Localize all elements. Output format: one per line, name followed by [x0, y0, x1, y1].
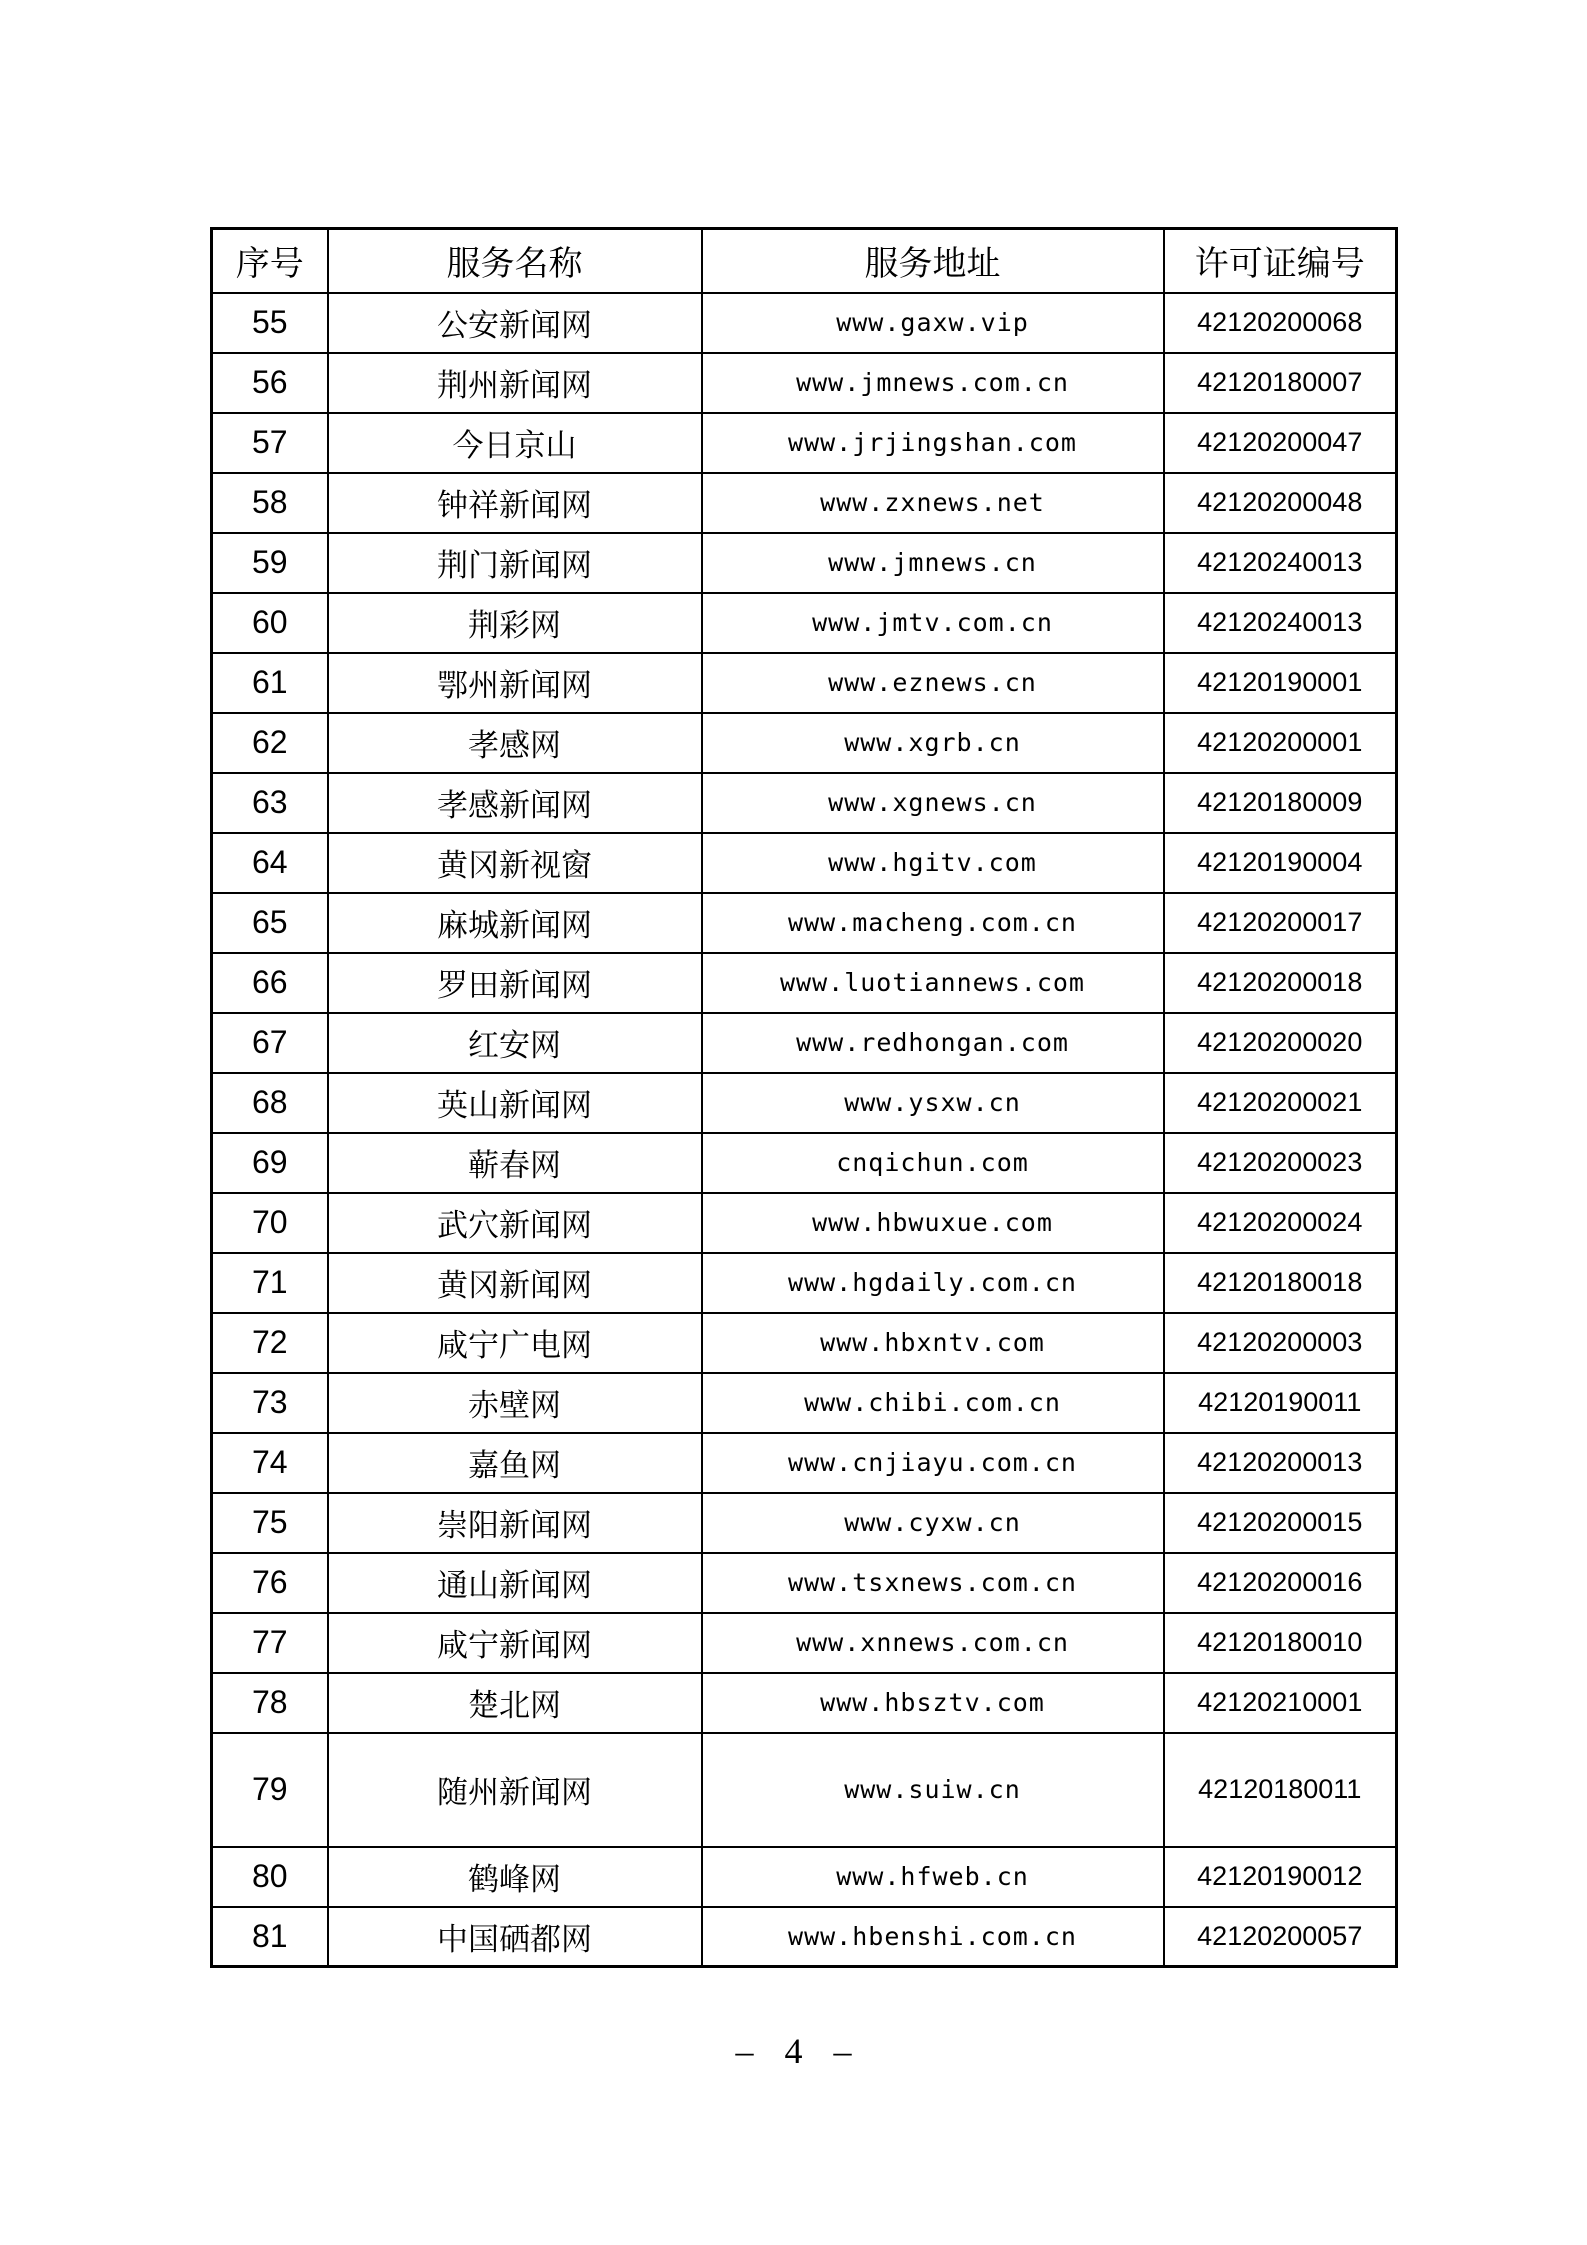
column-header-license: 许可证编号	[1164, 229, 1397, 293]
service-name-cell: 通山新闻网	[328, 1553, 702, 1613]
table-row	[212, 713, 1397, 773]
column-header-name: 服务名称	[328, 229, 702, 293]
table-row	[212, 1373, 1397, 1433]
license-table	[210, 227, 1398, 1968]
license-table-container	[210, 227, 1395, 1968]
serial-cell: 76	[212, 1553, 328, 1613]
serial-cell: 59	[212, 533, 328, 593]
service-name-cell: 钟祥新闻网	[328, 473, 702, 533]
service-name-cell: 黄冈新视窗	[328, 833, 702, 893]
table-row	[212, 1907, 1397, 1967]
table-row	[212, 833, 1397, 893]
serial-cell: 62	[212, 713, 328, 773]
service-name-cell: 荆州新闻网	[328, 353, 702, 413]
service-name-cell: 公安新闻网	[328, 293, 702, 353]
license-cell: 42120240013	[1164, 533, 1397, 593]
serial-cell: 71	[212, 1253, 328, 1313]
serial-cell: 60	[212, 593, 328, 653]
service-url-cell: www.hbsztv.com	[702, 1673, 1164, 1733]
service-url-cell: www.suiw.cn	[702, 1733, 1164, 1847]
service-url-cell: www.chibi.com.cn	[702, 1373, 1164, 1433]
service-url-cell: www.hbxntv.com	[702, 1313, 1164, 1373]
service-url-cell: www.jrjingshan.com	[702, 413, 1164, 473]
table-row	[212, 1733, 1397, 1847]
serial-cell: 72	[212, 1313, 328, 1373]
table-row	[212, 1013, 1397, 1073]
service-url-cell: www.zxnews.net	[702, 473, 1164, 533]
license-cell: 42120200018	[1164, 953, 1397, 1013]
table-row	[212, 1073, 1397, 1133]
serial-cell: 68	[212, 1073, 328, 1133]
license-cell: 42120200015	[1164, 1493, 1397, 1553]
license-cell: 42120180009	[1164, 773, 1397, 833]
table-row	[212, 1313, 1397, 1373]
service-url-cell: www.macheng.com.cn	[702, 893, 1164, 953]
table-row	[212, 653, 1397, 713]
service-name-cell: 黄冈新闻网	[328, 1253, 702, 1313]
service-url-cell: www.hfweb.cn	[702, 1847, 1164, 1907]
license-cell: 42120200068	[1164, 293, 1397, 353]
serial-cell: 73	[212, 1373, 328, 1433]
service-url-cell: cnqichun.com	[702, 1133, 1164, 1193]
license-cell: 42120200023	[1164, 1133, 1397, 1193]
service-name-cell: 红安网	[328, 1013, 702, 1073]
license-cell: 42120180010	[1164, 1613, 1397, 1673]
service-url-cell: www.tsxnews.com.cn	[702, 1553, 1164, 1613]
service-name-cell: 荆门新闻网	[328, 533, 702, 593]
serial-cell: 81	[212, 1907, 328, 1967]
service-url-cell: www.cyxw.cn	[702, 1493, 1164, 1553]
service-name-cell: 麻城新闻网	[328, 893, 702, 953]
header-row	[212, 229, 1397, 293]
service-url-cell: www.luotiannews.com	[702, 953, 1164, 1013]
service-url-cell: www.xnnews.com.cn	[702, 1613, 1164, 1673]
table-row	[212, 773, 1397, 833]
license-cell: 42120200047	[1164, 413, 1397, 473]
license-cell: 42120200003	[1164, 1313, 1397, 1373]
page-number: – 4 –	[735, 2031, 852, 2071]
table-row	[212, 893, 1397, 953]
service-name-cell: 随州新闻网	[328, 1733, 702, 1847]
table-row	[212, 1253, 1397, 1313]
license-cell: 42120200017	[1164, 893, 1397, 953]
license-cell: 42120200013	[1164, 1433, 1397, 1493]
service-name-cell: 咸宁新闻网	[328, 1613, 702, 1673]
serial-cell: 66	[212, 953, 328, 1013]
license-cell: 42120180011	[1164, 1733, 1397, 1847]
serial-cell: 55	[212, 293, 328, 353]
serial-cell: 70	[212, 1193, 328, 1253]
license-cell: 42120190012	[1164, 1847, 1397, 1907]
serial-cell: 67	[212, 1013, 328, 1073]
service-url-cell: www.redhongan.com	[702, 1013, 1164, 1073]
service-name-cell: 孝感新闻网	[328, 773, 702, 833]
serial-cell: 79	[212, 1733, 328, 1847]
license-cell: 42120180007	[1164, 353, 1397, 413]
service-url-cell: www.hgdaily.com.cn	[702, 1253, 1164, 1313]
serial-cell: 80	[212, 1847, 328, 1907]
license-cell: 42120200048	[1164, 473, 1397, 533]
serial-cell: 77	[212, 1613, 328, 1673]
service-name-cell: 鹤峰网	[328, 1847, 702, 1907]
table-row	[212, 533, 1397, 593]
table-row	[212, 1847, 1397, 1907]
service-name-cell: 英山新闻网	[328, 1073, 702, 1133]
serial-cell: 56	[212, 353, 328, 413]
serial-cell: 74	[212, 1433, 328, 1493]
service-url-cell: www.jmtv.com.cn	[702, 593, 1164, 653]
table-body	[212, 293, 1397, 1967]
service-url-cell: www.hgitv.com	[702, 833, 1164, 893]
serial-cell: 78	[212, 1673, 328, 1733]
serial-cell: 63	[212, 773, 328, 833]
license-cell: 42120200057	[1164, 1907, 1397, 1967]
service-url-cell: www.xgrb.cn	[702, 713, 1164, 773]
table-row	[212, 1553, 1397, 1613]
service-name-cell: 咸宁广电网	[328, 1313, 702, 1373]
service-name-cell: 蕲春网	[328, 1133, 702, 1193]
table-row	[212, 953, 1397, 1013]
serial-cell: 75	[212, 1493, 328, 1553]
service-name-cell: 中国硒都网	[328, 1907, 702, 1967]
serial-cell: 65	[212, 893, 328, 953]
license-cell: 42120210001	[1164, 1673, 1397, 1733]
table-row	[212, 413, 1397, 473]
service-url-cell: www.ysxw.cn	[702, 1073, 1164, 1133]
license-cell: 42120180018	[1164, 1253, 1397, 1313]
license-cell: 42120200016	[1164, 1553, 1397, 1613]
license-cell: 42120200021	[1164, 1073, 1397, 1133]
license-cell: 42120200020	[1164, 1013, 1397, 1073]
column-header-address: 服务地址	[702, 229, 1164, 293]
license-cell: 42120190004	[1164, 833, 1397, 893]
table-row	[212, 353, 1397, 413]
serial-cell: 58	[212, 473, 328, 533]
serial-cell: 64	[212, 833, 328, 893]
license-cell: 42120190001	[1164, 653, 1397, 713]
serial-cell: 61	[212, 653, 328, 713]
service-url-cell: www.jmnews.com.cn	[702, 353, 1164, 413]
service-name-cell: 赤壁网	[328, 1373, 702, 1433]
service-name-cell: 嘉鱼网	[328, 1433, 702, 1493]
service-url-cell: www.hbenshi.com.cn	[702, 1907, 1164, 1967]
table-row	[212, 1493, 1397, 1553]
table-row	[212, 1613, 1397, 1673]
service-url-cell: www.cnjiayu.com.cn	[702, 1433, 1164, 1493]
service-url-cell: www.eznews.cn	[702, 653, 1164, 713]
serial-cell: 69	[212, 1133, 328, 1193]
license-cell: 42120240013	[1164, 593, 1397, 653]
table-row	[212, 1673, 1397, 1733]
service-url-cell: www.xgnews.cn	[702, 773, 1164, 833]
table-row	[212, 1433, 1397, 1493]
service-url-cell: www.gaxw.vip	[702, 293, 1164, 353]
service-name-cell: 鄂州新闻网	[328, 653, 702, 713]
license-cell: 42120200001	[1164, 713, 1397, 773]
service-url-cell: www.hbwuxue.com	[702, 1193, 1164, 1253]
service-name-cell: 孝感网	[328, 713, 702, 773]
table-header	[212, 229, 1397, 293]
serial-cell: 57	[212, 413, 328, 473]
column-header-serial: 序号	[212, 229, 328, 293]
service-name-cell: 今日京山	[328, 413, 702, 473]
service-name-cell: 武穴新闻网	[328, 1193, 702, 1253]
table-row	[212, 1193, 1397, 1253]
service-name-cell: 罗田新闻网	[328, 953, 702, 1013]
table-row	[212, 1133, 1397, 1193]
service-url-cell: www.jmnews.cn	[702, 533, 1164, 593]
table-row	[212, 593, 1397, 653]
license-cell: 42120190011	[1164, 1373, 1397, 1433]
license-cell: 42120200024	[1164, 1193, 1397, 1253]
service-name-cell: 荆彩网	[328, 593, 702, 653]
table-row	[212, 293, 1397, 353]
service-name-cell: 崇阳新闻网	[328, 1493, 702, 1553]
table-row	[212, 473, 1397, 533]
service-name-cell: 楚北网	[328, 1673, 702, 1733]
